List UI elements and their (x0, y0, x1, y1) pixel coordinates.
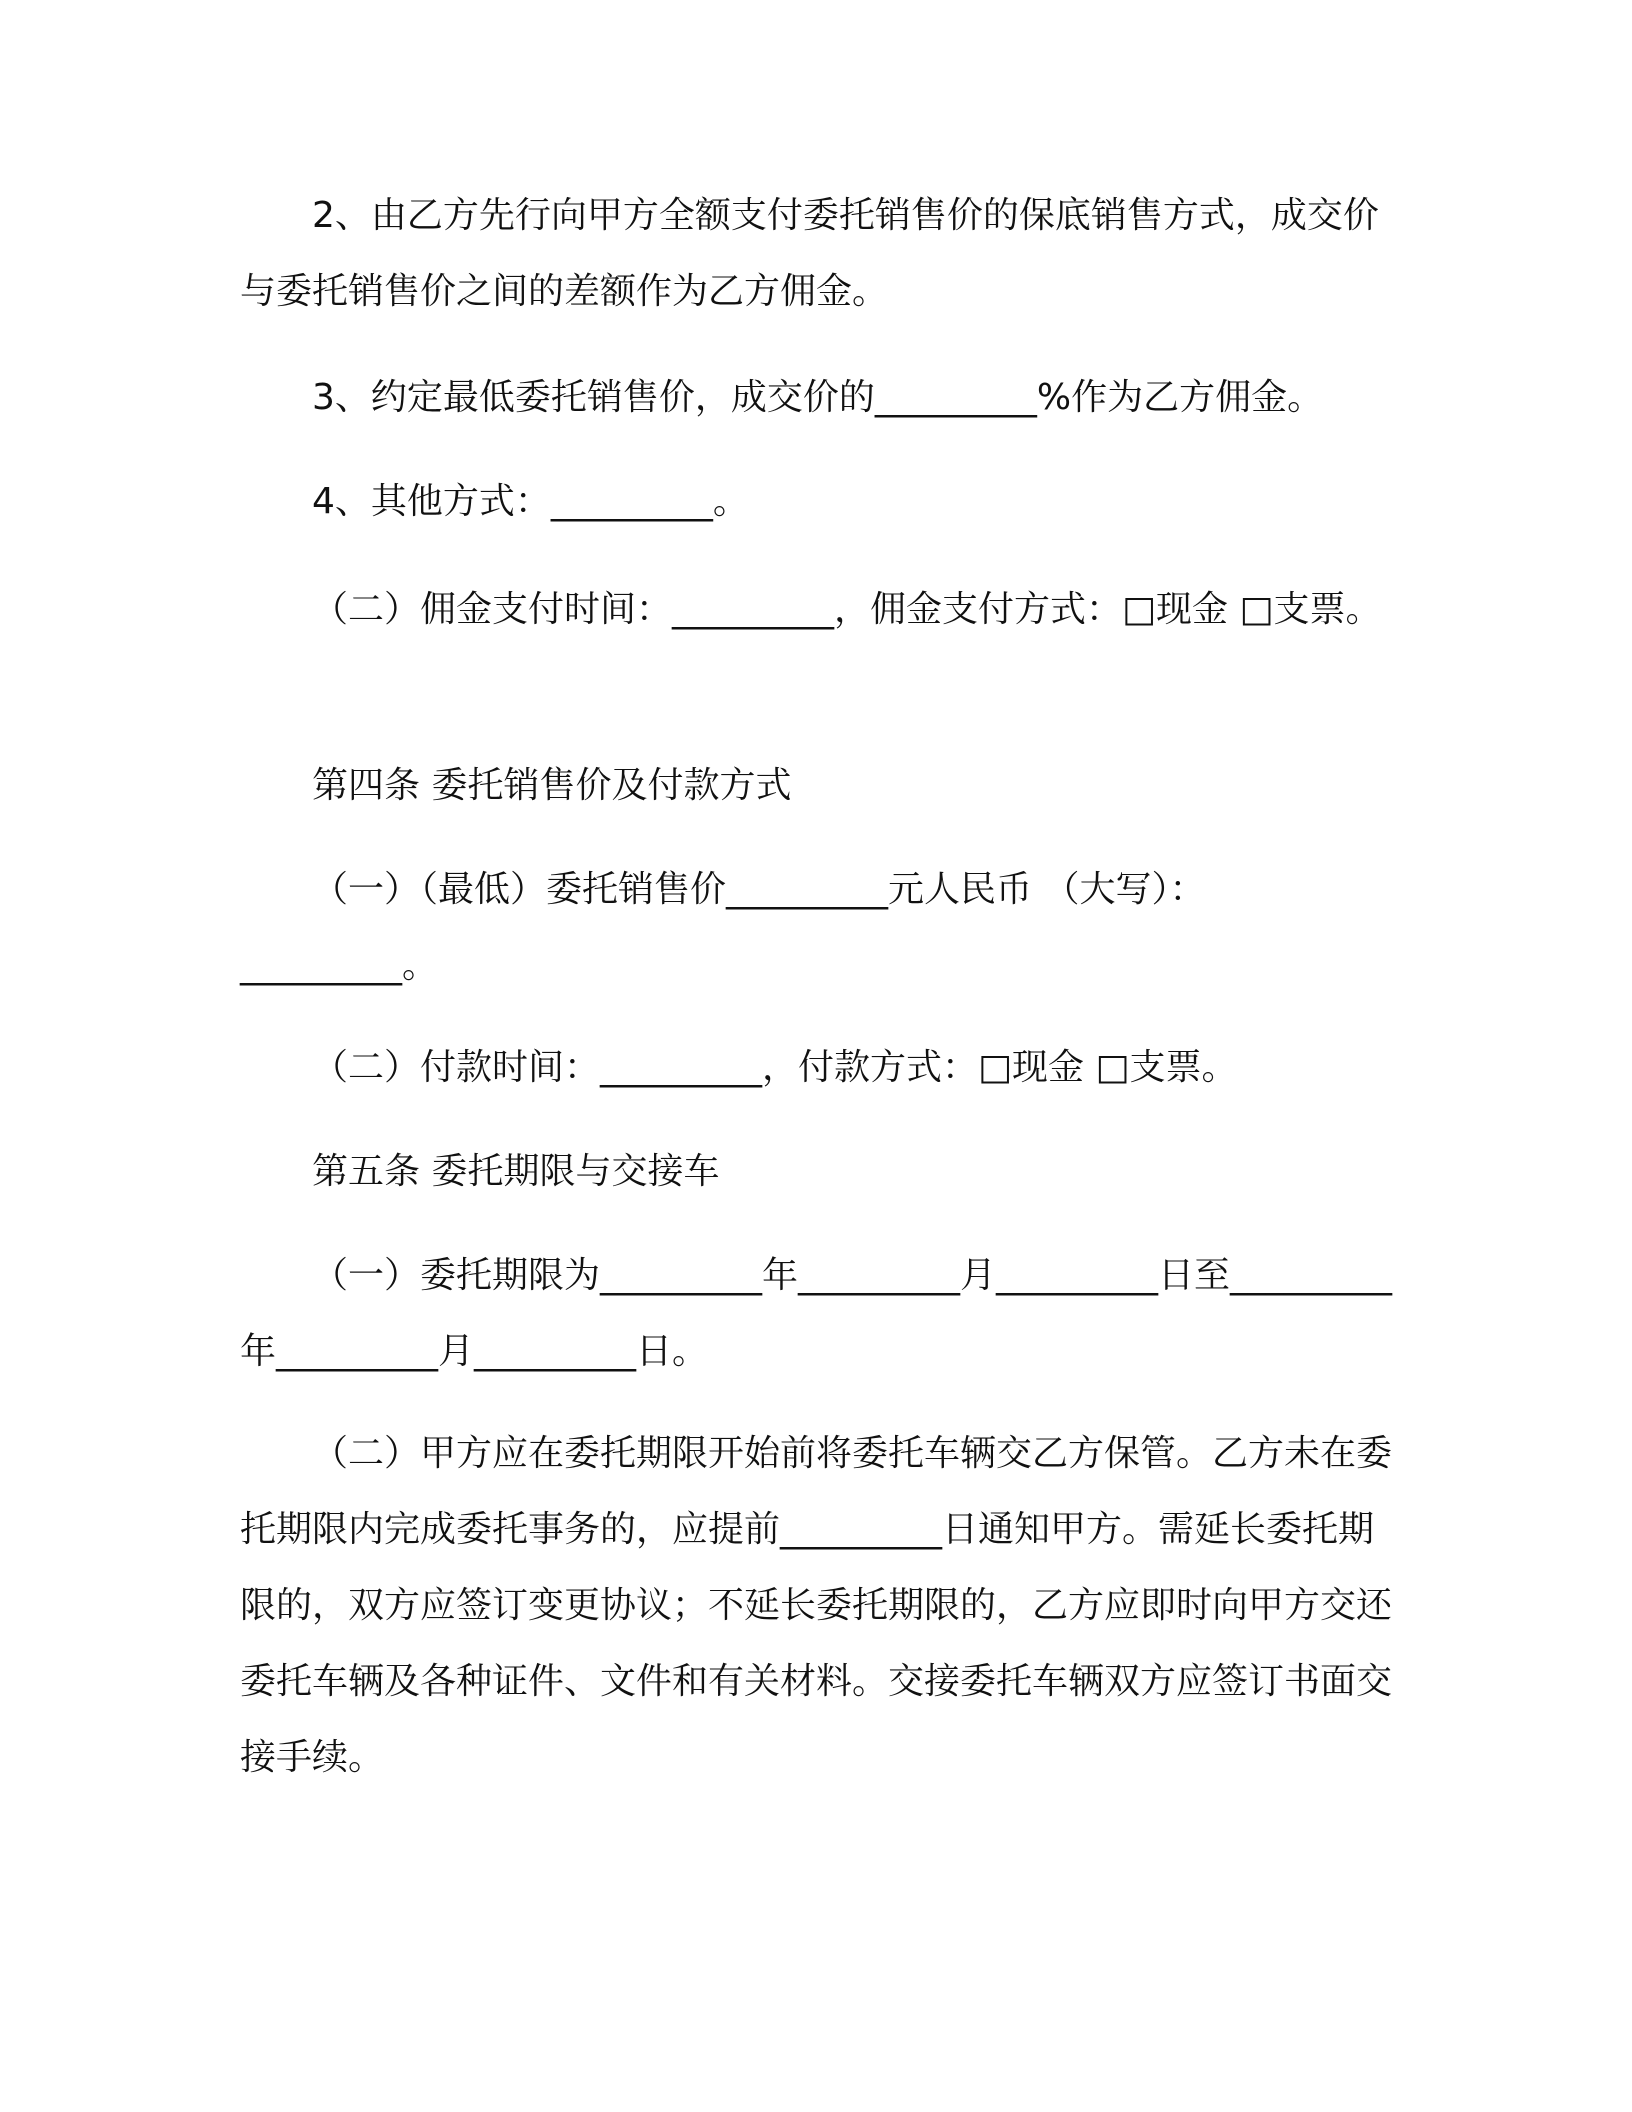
paragraph-payment-time: （二）付款时间：_________，付款方式：□现金 □支票。 (312, 1047, 1238, 1088)
paragraph-commission-method-4: 4、其他方式：_________。 (312, 481, 749, 522)
paragraph-entrust-period: （一）委托期限为_________年_________月_________日至_________年_________月_________日。 (240, 1255, 1393, 1372)
heading-article-4: 第四条 委托销售价及付款方式 (312, 765, 792, 806)
paragraph-commission-method-2: 2、由乙方先行向甲方全额支付委托销售价的保底销售方式，成交价与委托销售价之间的差额作为乙方佣金。 (240, 195, 1379, 312)
paragraph-vehicle-handover: （二）甲方应在委托期限开始前将委托车辆交乙方保管。乙方未在委托期限内完成委托事务的，应提前_________日通知甲方。需延长委托期限的，双方应签订变更协议；不延长委托期限的，乙方应即时向甲方交还委托车辆及各种证件、文件和有关材料。交接委托车辆双方应签订书面交接手续。 (240, 1433, 1393, 1778)
heading-article-5: 第五条 委托期限与交接车 (312, 1151, 720, 1192)
paragraph-commission-method-3: 3、约定最低委托销售价，成交价的_________%作为乙方佣金。 (312, 377, 1324, 418)
paragraph-min-sale-price: （一）（最低）委托销售价_________元人民币 （大写）：_________。 (240, 869, 1206, 986)
paragraph-commission-payment-time: （二）佣金支付时间：_________，佣金支付方式：□现金 □支票。 (312, 589, 1382, 630)
